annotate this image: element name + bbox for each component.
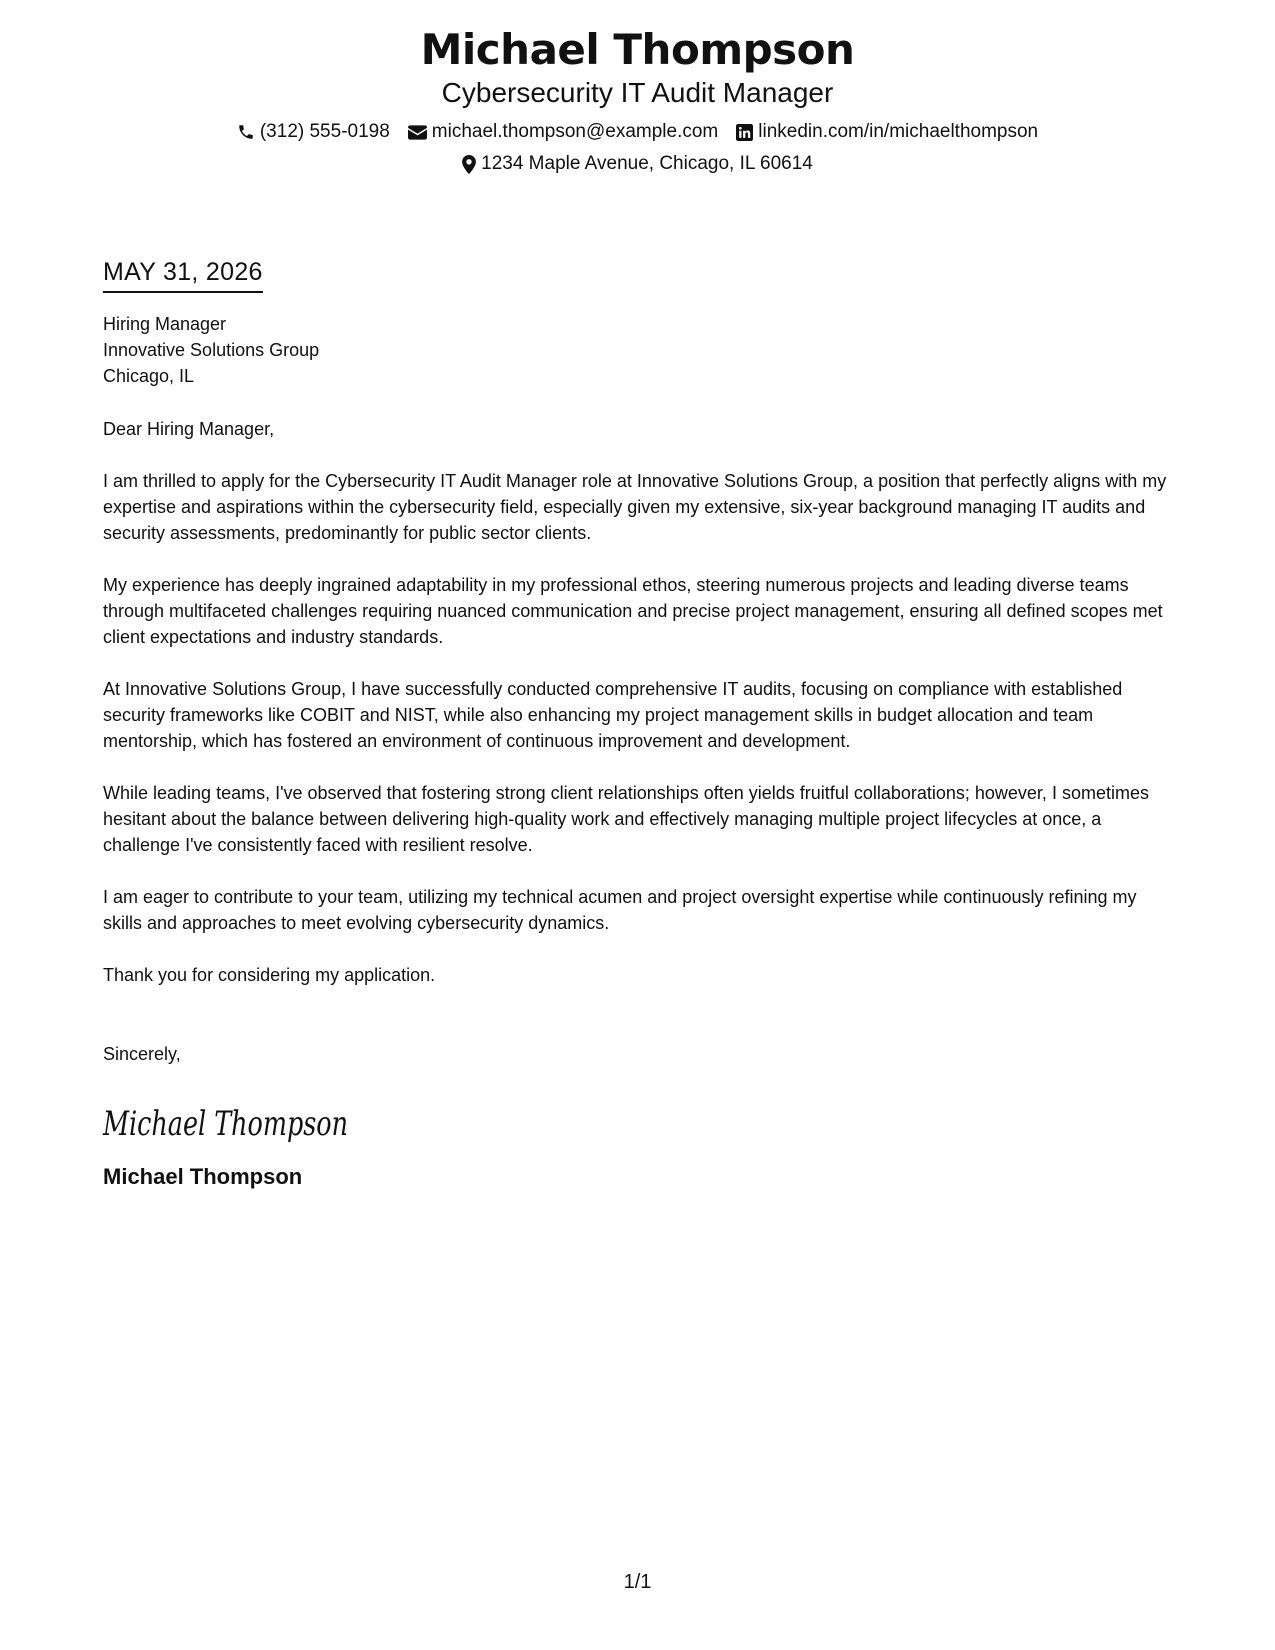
recipient-block [103, 311, 1178, 389]
contact-address [462, 152, 813, 176]
phone-text: (312) 555-0198 [259, 121, 390, 142]
recipient-line: Hiring Manager [103, 314, 227, 334]
body-paragraph: At Innovative Solutions Group, I have successfully conducted comprehensive IT audits, focusing on compliance with established security frameworks like COBIT and NIST, while also enhancing my project management skills in budget allocation and team mentorship, which has fostered an environment of continuous improvement and development. [103, 679, 1123, 751]
envelope-icon [408, 125, 427, 140]
contact-email[interactable] [408, 120, 718, 144]
linkedin-icon [736, 124, 753, 141]
address-row [0, 152, 1275, 176]
signer-name: Michael Thompson [103, 1164, 303, 1189]
recipient-line: Innovative Solutions Group [103, 340, 320, 360]
letter-date: MAY 31, 2026 [103, 255, 263, 293]
contact-row [0, 120, 1275, 144]
contact-linkedin[interactable] [736, 120, 1038, 144]
signature-text: Michael Thompson [102, 1104, 348, 1144]
applicant-title: Cybersecurity IT Audit Manager [441, 77, 834, 108]
closing: Sincerely, [103, 1044, 181, 1064]
signature-image [103, 1091, 1178, 1155]
body-paragraph: Thank you for considering my application. [103, 965, 436, 985]
salutation: Dear Hiring Manager, [103, 419, 275, 439]
body-paragraph: While leading teams, I've observed that fostering strong client relationships often yields fruitful collaborations; however, I sometimes hesitant about the balance between delivering high-quality work and effectively managing multiple project lifecycles at once, a challenge I've consistently faced with resilient resolve. [103, 783, 1149, 855]
phone-icon [237, 123, 255, 141]
applicant-name: Michael Thompson [420, 25, 855, 74]
body-paragraph: I am thrilled to apply for the Cybersecurity IT Audit Manager role at Innovative Solutions Group, a position that perfectly aligns with my expertise and aspirations within the cybersecurity field, especially given my extensive, six-year background managing IT audits and security assessments, predominantly for public sector clients. [103, 471, 1167, 543]
map-pin-icon [462, 155, 476, 174]
body-paragraph: My experience has deeply ingrained adaptability in my professional ethos, steering numerous projects and leading diverse teams through multifaceted challenges requiring nuanced communication and precise project management, ensuring all defined scopes met client expectations and industry standards. [103, 575, 1163, 647]
linkedin-text[interactable]: linkedin.com/in/michaelthompson [758, 121, 1039, 142]
address-text: 1234 Maple Avenue, Chicago, IL 60614 [481, 153, 813, 174]
letter-header [0, 24, 1275, 176]
email-text[interactable]: michael.thompson@example.com [431, 121, 719, 142]
recipient-line: Chicago, IL [103, 366, 195, 386]
page-number: 1/1 [623, 1571, 652, 1593]
contact-phone [237, 120, 390, 144]
body-paragraph: I am eager to contribute to your team, utilizing my technical acumen and project oversight expertise while continuously refining my skills and approaches to meet evolving cybersecurity dynamics. [103, 887, 1137, 933]
letter-body [103, 255, 1178, 1191]
